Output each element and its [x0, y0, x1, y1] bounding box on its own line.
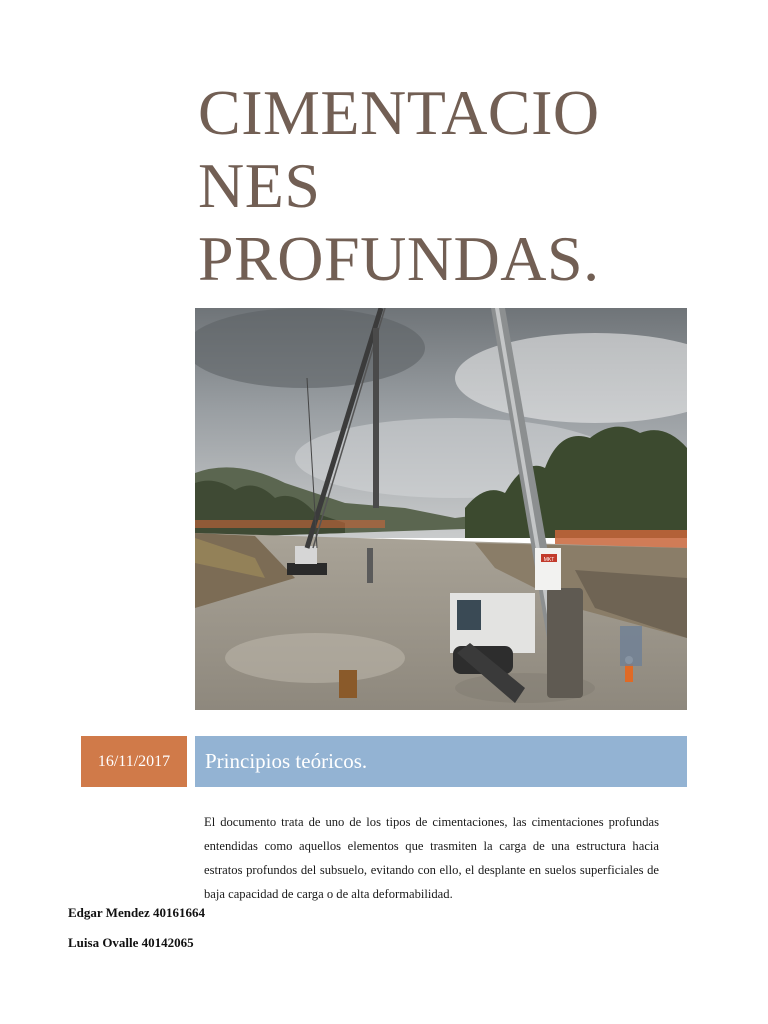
piling-mast: [373, 328, 379, 508]
date-text: 16/11/2017: [97, 752, 171, 770]
cover-photo-construction-site: [195, 308, 687, 710]
subtitle-text: Principios teóricos.: [205, 749, 368, 773]
title-line-3: PROFUNDAS.: [198, 223, 600, 294]
subtitle-banner: [195, 736, 687, 787]
abstract-paragraph: El documento trata de uno de los tipos de cimentaciones, las cimentaciones profundas entendidas como aquellos elementos que trasmiten la carga de una estructura hacia estratos profundos del subsuelo, evitando con ello, el desplante en suelos superficiales de baja capacidad de carga o de alta deformabilidad.: [204, 815, 659, 901]
title-line-1: CIMENTACIO: [198, 77, 600, 148]
rig-logo-text: MKT: [543, 557, 555, 563]
document-title: [198, 76, 658, 295]
date-badge: [81, 736, 187, 787]
title-line-2: NES: [198, 150, 321, 221]
author-2: Luisa Ovalle 40142065: [68, 935, 194, 950]
author-1: Edgar Mendez 40161664: [68, 905, 205, 920]
